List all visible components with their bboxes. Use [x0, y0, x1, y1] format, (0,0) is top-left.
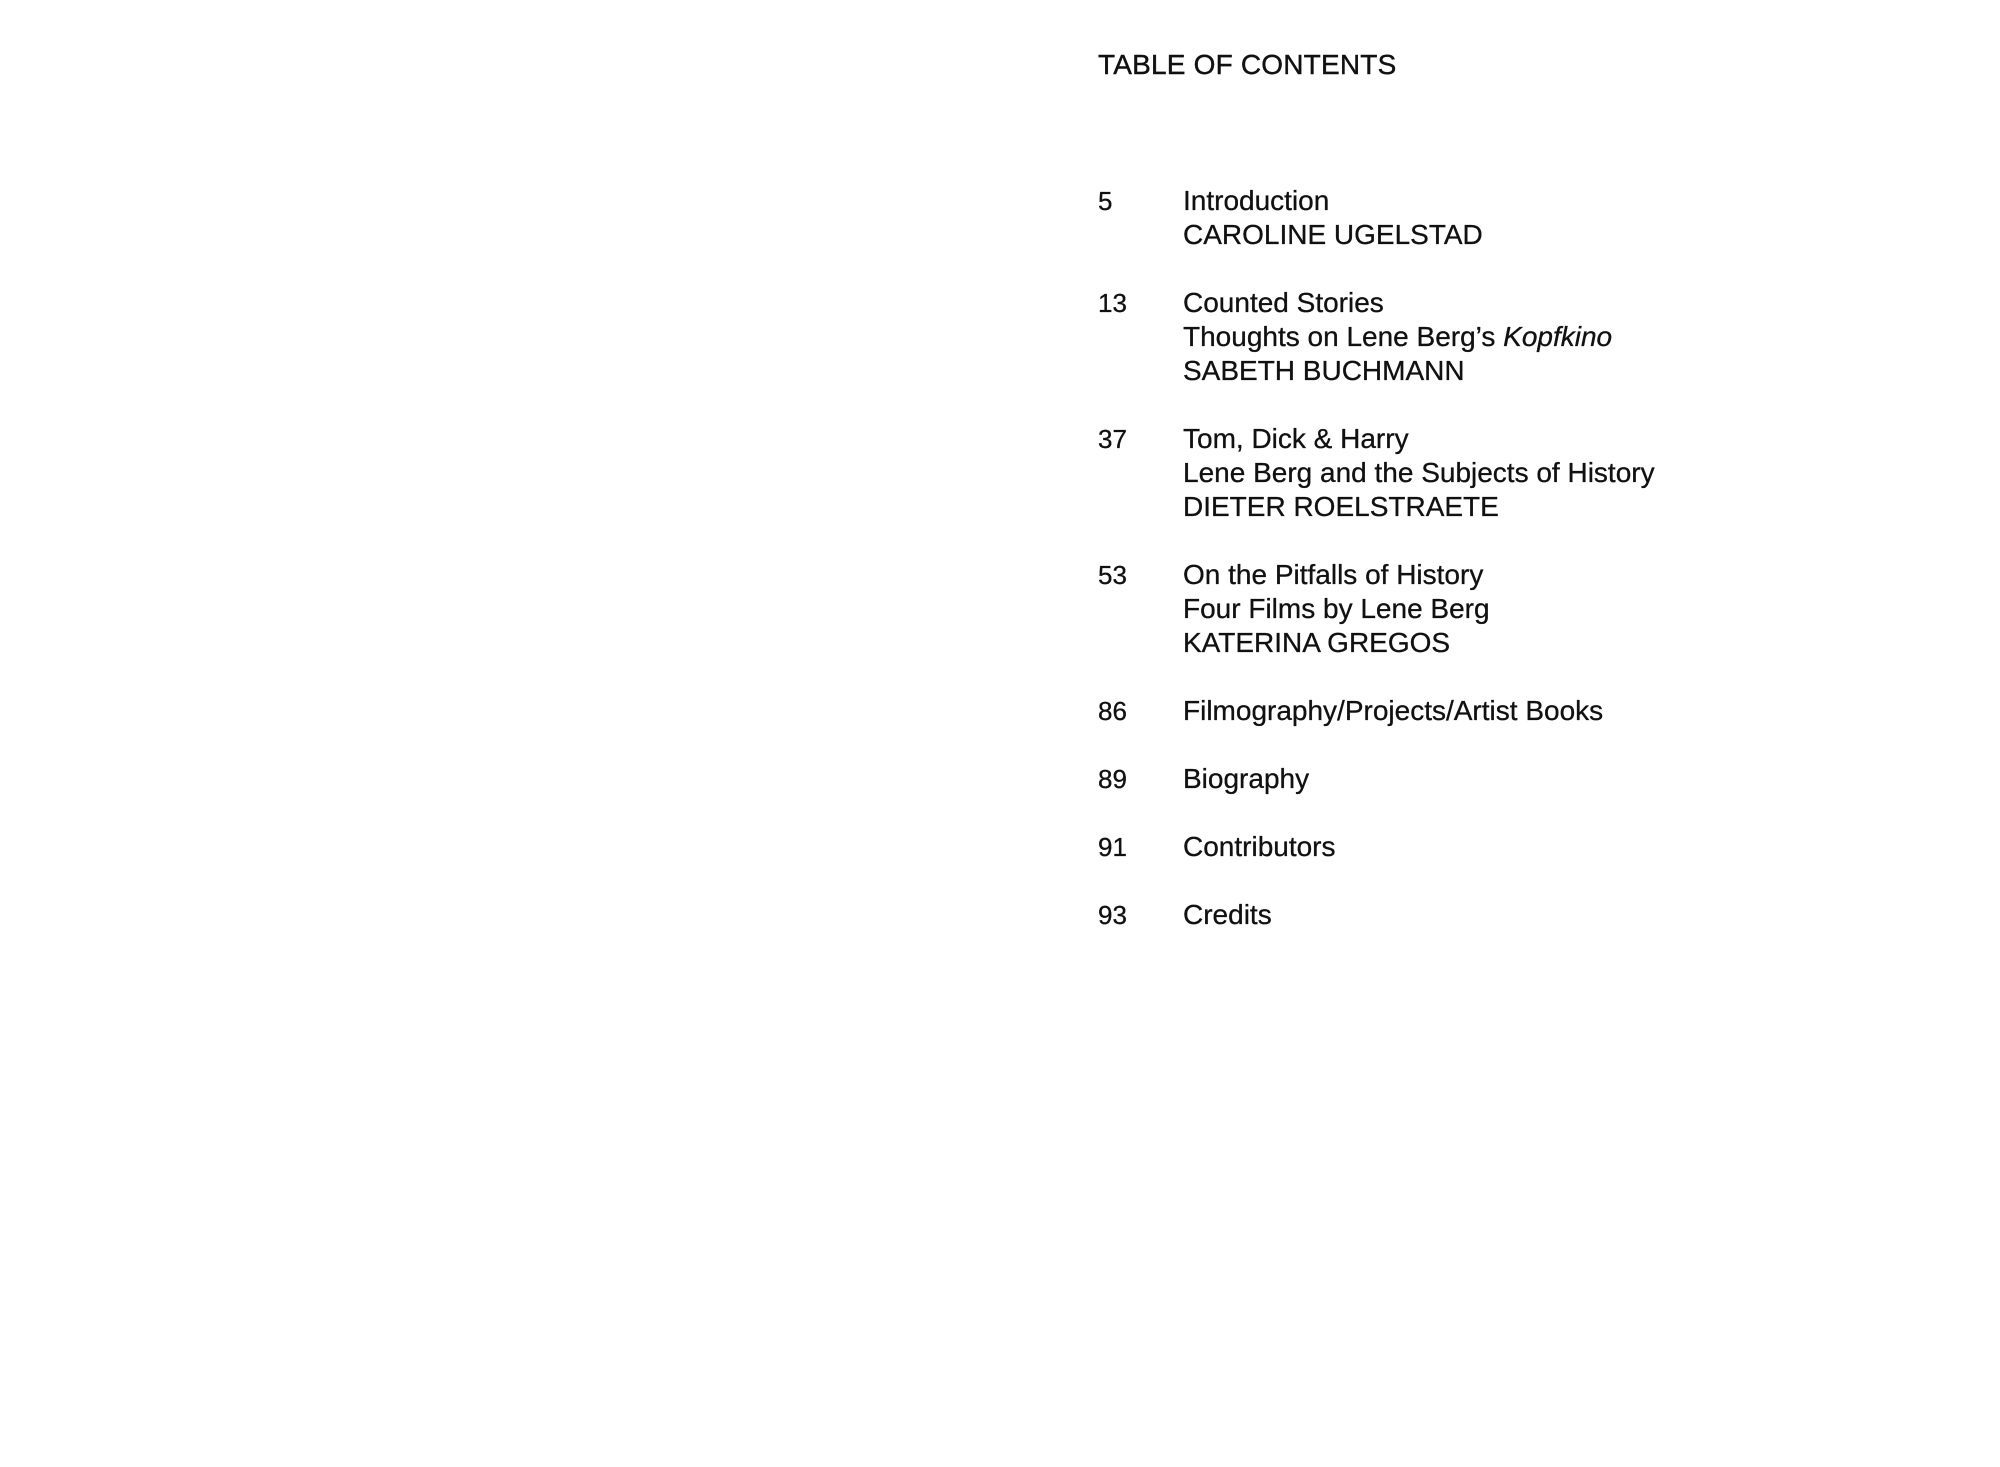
toc-entry-text: [1183, 422, 1655, 524]
toc-page-number: 13: [1098, 288, 1127, 318]
toc-title: Tom, Dick & Harry: [1183, 423, 1409, 454]
toc-author: DIETER ROELSTRAETE: [1183, 491, 1499, 522]
toc-page-number: 86: [1098, 696, 1127, 726]
toc-entry-text: [1183, 830, 1336, 864]
toc-entry-text: [1183, 898, 1272, 932]
right-page: [1000, 0, 2000, 1467]
toc-entry-text: [1183, 558, 1490, 660]
toc-title: Filmography/Projects/Artist Books: [1183, 695, 1604, 726]
toc-title: Introduction: [1183, 185, 1330, 216]
toc-title: Counted Stories: [1183, 287, 1384, 318]
toc-subtitle-italic: Kopfkino: [1503, 321, 1613, 352]
toc-subtitle-prefix: Thoughts on Lene Berg’s: [1183, 321, 1504, 352]
toc-page-number: 53: [1098, 560, 1127, 590]
toc-page-number: 93: [1098, 900, 1127, 930]
toc-entry-text: [1183, 762, 1309, 796]
toc-title: On the Pitfalls of History: [1183, 559, 1484, 590]
toc-entry-tom-dick-harry[interactable]: [1098, 422, 1898, 524]
toc-author: KATERINA GREGOS: [1183, 627, 1451, 658]
toc-entry-counted-stories[interactable]: [1098, 286, 1898, 388]
toc-subtitle: [1183, 320, 1612, 354]
toc-list: [1098, 184, 1898, 966]
toc-page-number: 5: [1098, 186, 1113, 216]
toc-entry-pitfalls-of-history[interactable]: [1098, 558, 1898, 660]
toc-title: Credits: [1183, 899, 1272, 930]
toc-entry-text: [1183, 184, 1483, 252]
toc-entry-contributors[interactable]: [1098, 830, 1898, 864]
toc-heading: TABLE OF CONTENTS: [1098, 49, 1397, 80]
toc-entry-filmography[interactable]: [1098, 694, 1898, 728]
toc-author: SABETH BUCHMANN: [1183, 355, 1465, 386]
toc-entry-text: [1183, 286, 1612, 388]
toc-author: CAROLINE UGELSTAD: [1183, 219, 1483, 250]
toc-subtitle: Four Films by Lene Berg: [1183, 593, 1490, 624]
toc-page-number: 91: [1098, 832, 1127, 862]
toc-entry-introduction[interactable]: [1098, 184, 1898, 252]
toc-title: Biography: [1183, 763, 1310, 794]
toc-entry-text: [1183, 694, 1603, 728]
toc-page-number: 37: [1098, 424, 1127, 454]
toc-entry-credits[interactable]: [1098, 898, 1898, 932]
toc-subtitle: Lene Berg and the Subjects of History: [1183, 457, 1655, 488]
toc-page-number: 89: [1098, 764, 1127, 794]
toc-title: Contributors: [1183, 831, 1336, 862]
toc-entry-biography[interactable]: [1098, 762, 1898, 796]
